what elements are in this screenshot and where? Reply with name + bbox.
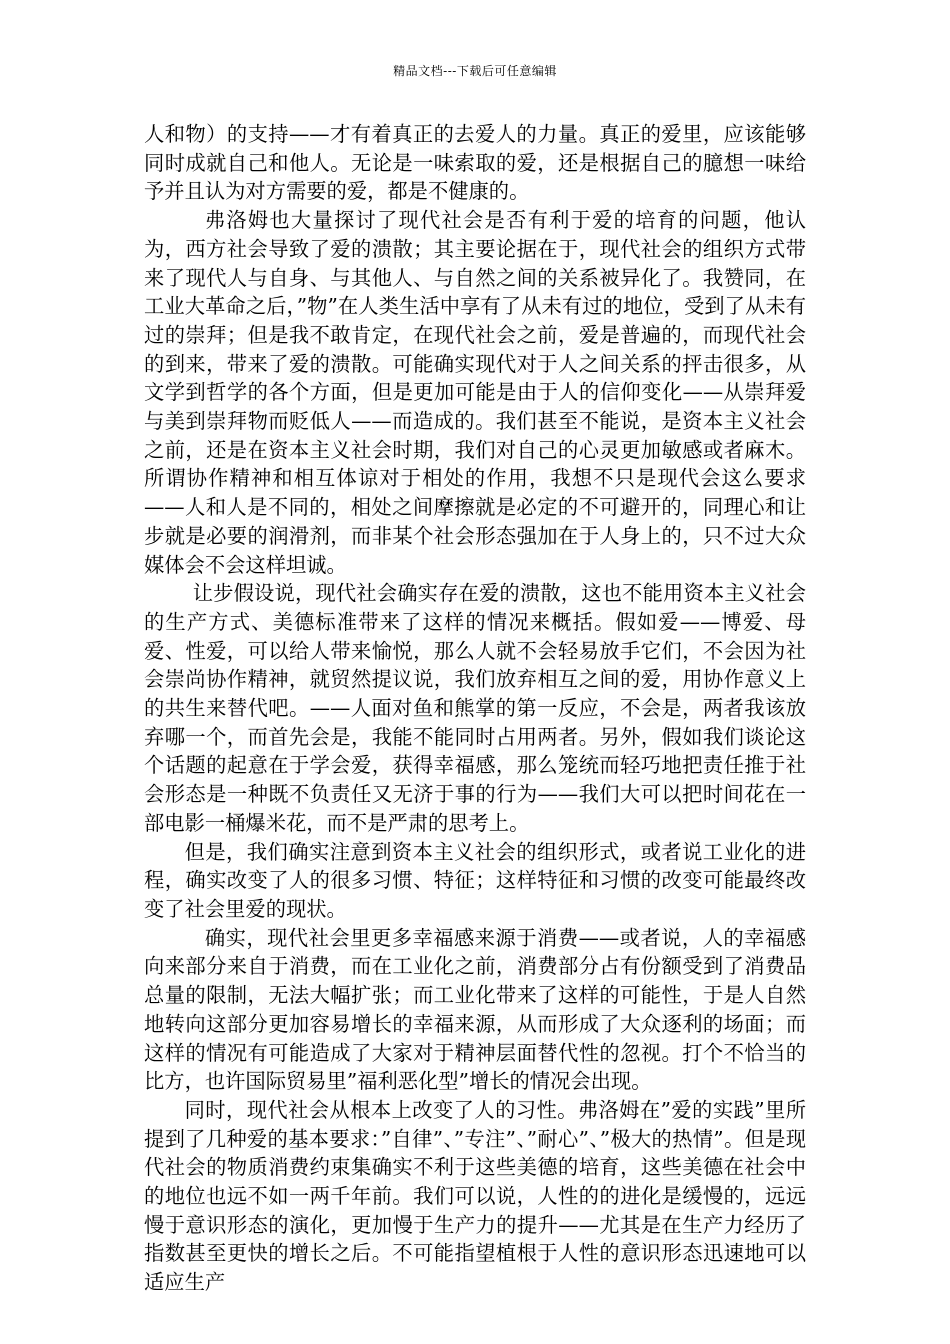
document-body — [144, 120, 806, 1297]
paragraph: 让步假设说，现代社会确实存在爱的溃散，这也不能用资本主义社会的生产方式、美德标准带来了这样的情况来概括。假如爱——博爱、母爱、性爱，可以给人带来愉悦，那么人就不会轻易放手它们，不会因为社会崇尚协作精神，就贸然提议说，我们放弃相互之间的爱，用协作意义上的共生来替代吧。——人面对鱼和熊掌的第一反应，不会是，两者我该放弃哪一个，而首先会是，我能不能同时占用两者。另外，假如我们谈论这个话题的起意在于学会爱，获得幸福感，那么笼统而轻巧地把责任推于社会形态是一种既不负责任又无济于事的行为——我们大可以把时间花在一部电影一桶爆米花，而不是严肃的思考上。 — [144, 581, 806, 835]
paragraph: 但是，我们确实注意到资本主义社会的组织形式，或者说工业化的进程，确实改变了人的很多习惯、特征；这样特征和习惯的改变可能最终改变了社会里爱的现状。 — [144, 839, 806, 921]
paragraph: 同时，现代社会从根本上改变了人的习性。弗洛姆在”爱的实践”里所提到了几种爱的基本要求：”自律”、”专注”、”耐心”、”极大的热情”。但是现代社会的物质消费约束集确实不利于这些美德的培育，这些美德在社会中的地位也远不如一两千年前。我们可以说，人性的的进化是缓慢的，远远慢于意识形态的演化，更加慢于生产力的提升——尤其是在生产力经历了指数甚至更快的增长之后。不可能指望植根于人性的意识形态迅速地可以适应生产 — [144, 1097, 806, 1295]
page-header: 精品文档---下载后可任意编辑 — [393, 64, 557, 78]
paragraph: 确实，现代社会里更多幸福感来源于消费——或者说，人的幸福感向来部分来自于消费，而在工业化之前，消费部分占有份额受到了消费品总量的限制，无法大幅扩张；而工业化带来了这样的可能性，于是人自然地转向这部分更加容易增长的幸福来源，从而形成了大众逐利的场面；而这样的情况有可能造成了大家对于精神层面替代性的忽视。打个不恰当的比方，也许国际贸易里”福利恶化型”增长的情况会出现。 — [144, 925, 806, 1094]
paragraph: 弗洛姆也大量探讨了现代社会是否有利于爱的培育的问题，他认为，西方社会导致了爱的溃散；其主要论据在于，现代社会的组织方式带来了现代人与自身、与其他人、与自然之间的关系被异化了。我赞同，在工业大革命之后，”物”在人类生活中享有了从未有过的地位，受到了从未有过的崇拜；但是我不敢肯定，在现代社会之前，爱是普遍的，而现代社会的到来，带来了爱的溃散。可能确实现代对于人之间关系的抨击很多，从文学到哲学的各个方面，但是更加可能是由于人的信仰变化——从崇拜爱与美到崇拜物而贬低人——而造成的。我们甚至不能说，是资本主义社会之前，还是在资本主义社会时期，我们对自己的心灵更加敏感或者麻木。所谓协作精神和相互体谅对于相处的作用，我想不只是现代会这么要求——人和人是不同的，相处之间摩擦就是必定的不可避开的，同理心和让步就是必要的润滑剂，而非某个社会形态强加在于人身上的，只不过大众媒体会不会这样坦诚。 — [144, 208, 806, 577]
paragraph: 人和物）的支持——才有着真正的去爱人的力量。真正的爱里，应该能够同时成就自己和他人。无论是一味索取的爱，还是根据自己的臆想一味给予并且认为对方需要的爱，都是不健康的。 — [144, 122, 806, 204]
